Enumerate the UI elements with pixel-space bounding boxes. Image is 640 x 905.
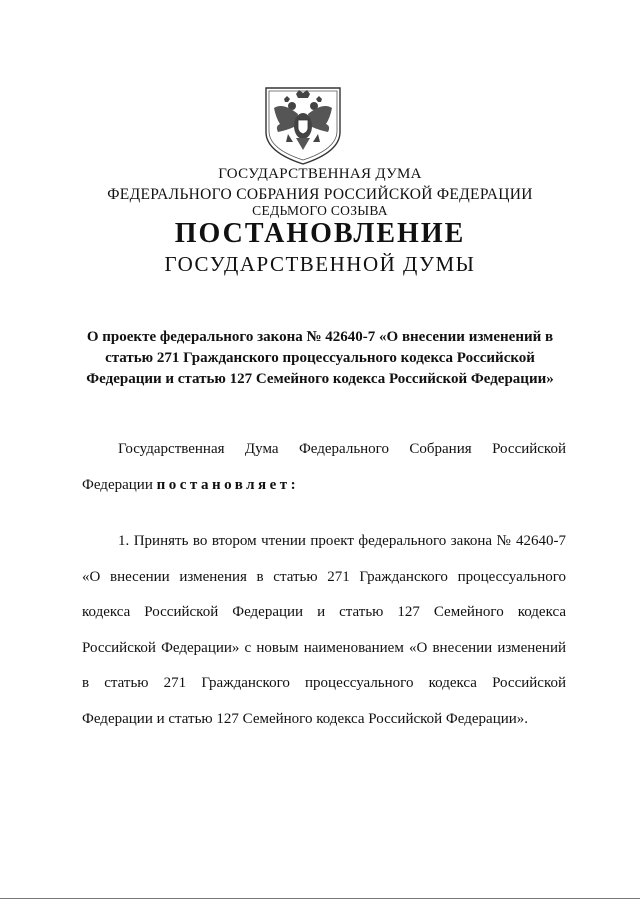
clause-1-paragraph: [82, 524, 566, 738]
organization-line1: ГОСУДАРСТВЕННАЯ ДУМА: [218, 166, 422, 182]
organization-line3: СЕДЬМОГО СОЗЫВА: [252, 203, 388, 218]
organization-line2: ФЕДЕРАЛЬНОГО СОБРАНИЯ РОССИЙСКОЙ ФЕДЕРАЦИИ: [107, 186, 533, 203]
preamble-text: Государственная Дума Федерального Собрания Российской Федерации: [82, 441, 566, 493]
page-bottom-divider: [0, 898, 640, 899]
preamble-verb: постановляет:: [156, 476, 300, 493]
document-type-subtitle: ГОСУДАРСТВЕННОЙ ДУМЫ: [164, 252, 476, 276]
coat-of-arms-icon: [258, 84, 348, 166]
clause-1-text: 1. Принять во втором чтении проект федерального закона № 42640-7 «О внесении изменения в статью 271 Гражданского процессуального кодекса Российской Федерации и статью 127 Семейного кодекса Российской Федерации» с новым наименованием «О внесении изменений в статью 271 Гражданского процессуального кодекса Российской Федерации и статью 127 Семейного кодекса Российской Федерации».: [82, 533, 566, 727]
preamble-paragraph: [82, 432, 566, 503]
document-subject: О проекте федерального закона № 42640-7 «О внесении изменений в статью 271 Гражданского процессуального кодекса Российской Федерации и статью 127 Семейного кодекса Российской Федерации»: [86, 329, 554, 387]
document-type-title: ПОСТАНОВЛЕНИЕ: [174, 218, 466, 249]
